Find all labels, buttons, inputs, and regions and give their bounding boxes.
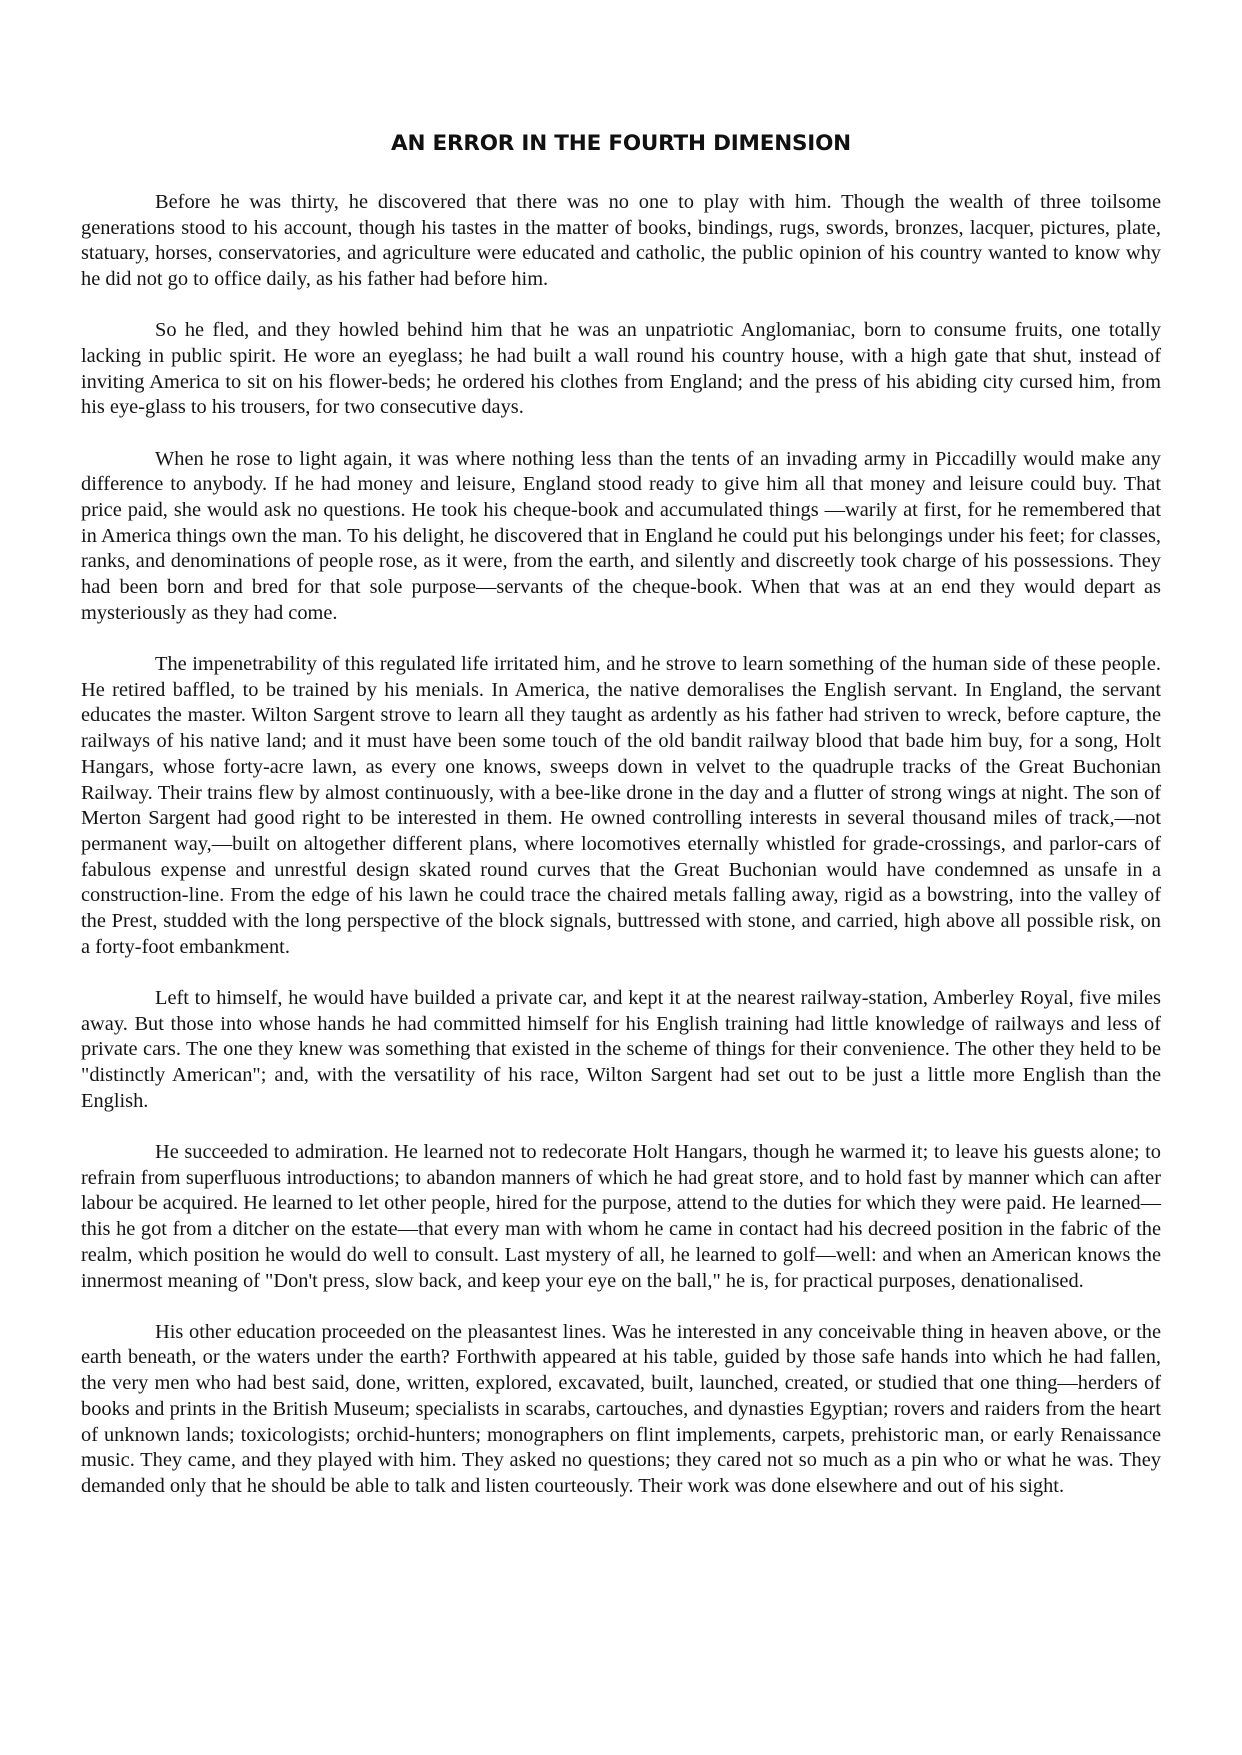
page-title: AN ERROR IN THE FOURTH DIMENSION [391, 131, 851, 156]
paragraph: He succeeded to admiration. He learned not to redecorate Holt Hangars, though he warmed it; to leave his guests alone; to refrain from superfluous introductions; to abandon manners of which he had great store, and to hold fast by manner which can after labour be acquired. He learned to let other people, hired for the purpose, attend to the duties for which they were paid. He learned—this he got from a ditcher on the estate—that every man with whom he came in contact had his decreed position in the fabric of the realm, which position he would do well to consult. Last mystery of all, he learned to golf—well: and when an American knows the innermost meaning of "Don't press, slow back, and keep your eye on the ball," he is, for practical purposes, denationalised. [81, 1141, 1161, 1292]
paragraph: So he fled, and they howled behind him that he was an unpatriotic Anglomaniac, born to consume fruits, one totally lacking in public spirit. He wore an eyeglass; he had built a wall round his country house, with a high gate that shut, instead of inviting America to sit on his flower-beds; he ordered his clothes from England; and the press of his abiding city cursed him, from his eye-glass to his trousers, for two consecutive days. [81, 319, 1161, 419]
story-body [81, 190, 1161, 1525]
paragraph: The impenetrability of this regulated life irritated him, and he strove to learn something of the human side of these people. He retired baffled, to be trained by his menials. In America, the native demoralises the English servant. In England, the servant educates the master. Wilton Sargent strove to learn all they taught as ardently as his father had striven to wreck, before capture, the railways of his native land; and it must have been some touch of the old bandit railway blood that bade him buy, for a song, Holt Hangars, whose forty-acre lawn, as every one knows, sweeps down in velvet to the quadruple tracks of the Great Buchonian Railway. Their trains flew by almost continuously, with a bee-like drone in the day and a flutter of strong wings at night. The son of Merton Sargent had good right to be interested in them. He owned controlling interests in several thousand miles of track,—not permanent way,—built on altogether different plans, where locomotives eternally whistled for grade-crossings, and parlor-cars of fabulous expense and unrestful design skated round curves that the Great Buchonian would have condemned as unsafe in a construction-line. From the edge of his lawn he could trace the chaired metals falling away, rigid as a bowstring, into the valley of the Prest, studded with the long perspective of the block signals, buttressed with stone, and carried, high above all possible risk, on a forty-foot embankment. [81, 653, 1161, 958]
paragraph: His other education proceeded on the pleasantest lines. Was he interested in any conceivable thing in heaven above, or the earth beneath, or the waters under the earth? Forthwith appeared at his table, guided by those safe hands into which he had fallen, the very men who had best said, done, written, explored, excavated, built, launched, created, or studied that one thing—herders of books and prints in the British Museum; specialists in scarabs, cartouches, and dynasties Egyptian; rovers and raiders from the heart of unknown lands; toxicologists; orchid-hunters; monographers on flint implements, carpets, prehistoric man, or early Renaissance music. They came, and they played with him. They asked no questions; they cared not so much as a pin who or what he was. They demanded only that he should be able to talk and listen courteously. Their work was done elsewhere and out of his sight. [81, 1320, 1161, 1497]
paragraph: Left to himself, he would have builded a private car, and kept it at the nearest railway-station, Amberley Royal, five miles away. But those into whose hands he had committed himself for his English training had little knowledge of railways and less of private cars. The one they knew was something that existed in the scheme of things for their convenience. The other they held to be "distinctly American"; and, with the versatility of his race, Wilton Sargent had set out to be just a little more English than the English. [81, 986, 1161, 1112]
paragraph: Before he was thirty, he discovered that there was no one to play with him. Though the wealth of three toilsome generations stood to his account, though his tastes in the matter of books, bindings, rugs, swords, bronzes, lacquer, pictures, plate, statuary, horses, conservatories, and agriculture were educated and catholic, the public opinion of his country wanted to know why he did not go to office daily, as his father had before him. [81, 191, 1161, 291]
paragraph: When he rose to light again, it was where nothing less than the tents of an invading army in Piccadilly would make any difference to anybody. If he had money and leisure, England stood ready to give him all that money and leisure could buy. That price paid, she would ask no questions. He took his cheque-book and accumulated things —warily at first, for he remembered that in America things own the man. To his delight, he discovered that in England he could put his belongings under his feet; for classes, ranks, and denominations of people rose, as it were, from the earth, and silently and discreetly took charge of his possessions. They had been born and bred for that sole purpose—servants of the cheque-book. When that was at an end they would depart as mysteriously as they had come. [81, 447, 1161, 624]
